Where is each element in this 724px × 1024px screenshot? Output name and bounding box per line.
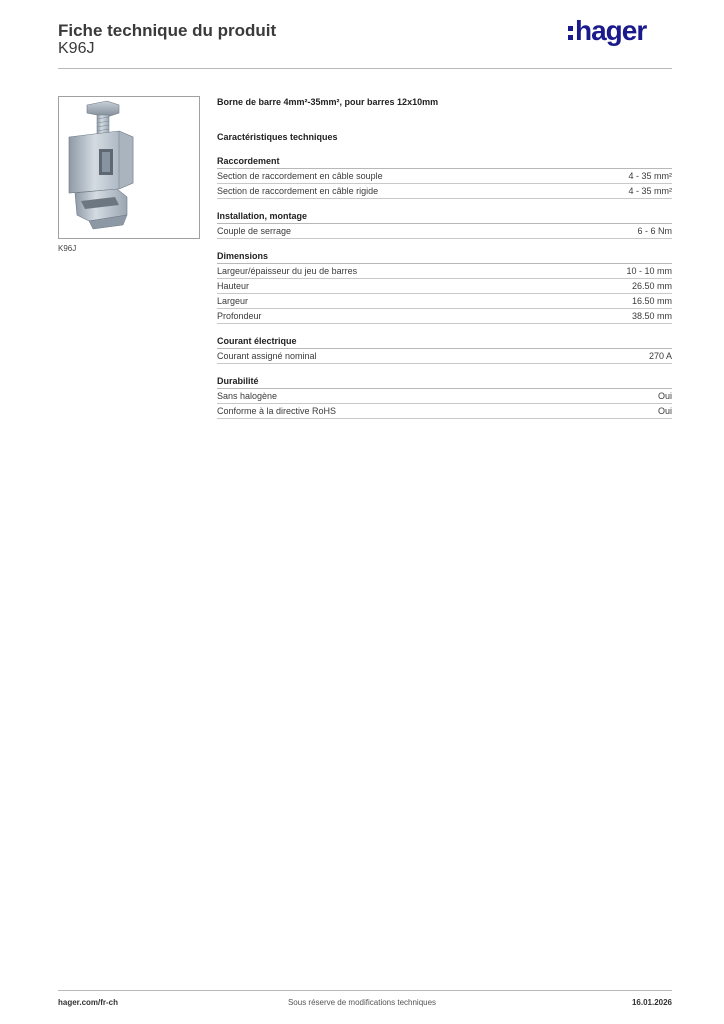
spec-row: [217, 279, 672, 294]
spec-label: Sans halogène: [217, 391, 278, 401]
spec-row: [217, 184, 672, 199]
spec-row: [217, 224, 672, 239]
logo-dots-icon: [568, 26, 573, 40]
section-title: Durabilité: [217, 375, 672, 389]
spec-value: 270 A: [648, 351, 672, 361]
page-title: Fiche technique du produit: [58, 21, 277, 40]
hager-logo: [568, 16, 646, 46]
footer-divider: [58, 990, 672, 991]
section-title: Courant électrique: [217, 335, 672, 349]
spec-row: [217, 294, 672, 309]
section-title: Dimensions: [217, 250, 672, 264]
section-title: Raccordement: [217, 155, 672, 169]
spec-row: [217, 404, 672, 419]
section-courant: [217, 335, 672, 364]
logo-text: hager: [575, 15, 647, 46]
spec-label: Profondeur: [217, 311, 262, 321]
spec-label: Largeur/épaisseur du jeu de barres: [217, 266, 358, 276]
spec-label: Section de raccordement en câble rigide: [217, 186, 379, 196]
section-durabilite: [217, 375, 672, 419]
spec-value: 4 - 35 mm²: [628, 171, 672, 181]
spec-label: Couple de serrage: [217, 226, 292, 236]
busbar-terminal-icon: [59, 97, 199, 238]
section-installation: [217, 210, 672, 239]
spec-value: 10 - 10 mm: [626, 266, 672, 276]
footer-notice: Sous réserve de modifications techniques: [287, 998, 437, 1007]
header-divider: [58, 68, 672, 69]
spec-value: 6 - 6 Nm: [637, 226, 672, 236]
product-code: K96J: [58, 40, 95, 57]
spec-row: [217, 309, 672, 324]
spec-row: [217, 169, 672, 184]
spec-label: Largeur: [217, 296, 249, 306]
spec-value: 4 - 35 mm²: [628, 186, 672, 196]
product-description: Borne de barre 4mm²-35mm², pour barres 12x10mm: [217, 97, 439, 107]
spec-row: [217, 264, 672, 279]
spec-label: Courant assigné nominal: [217, 351, 317, 361]
spec-content: [217, 95, 672, 419]
section-dimensions: [217, 250, 672, 324]
spec-value: Oui: [657, 391, 672, 401]
image-caption: K96J: [58, 244, 77, 253]
spec-label: Hauteur: [217, 281, 250, 291]
spec-label: Conforme à la directive RoHS: [217, 406, 337, 416]
footer-date: 16.01.2026: [631, 998, 672, 1007]
product-image: [58, 96, 200, 239]
spec-label: Section de raccordement en câble souple: [217, 171, 383, 181]
spec-value: Oui: [657, 406, 672, 416]
spec-value: 38.50 mm: [631, 311, 672, 321]
footer-website-link[interactable]: hager.com/fr-ch: [58, 998, 119, 1007]
section-raccordement: [217, 155, 672, 199]
spec-value: 16.50 mm: [631, 296, 672, 306]
spec-value: 26.50 mm: [631, 281, 672, 291]
characteristics-title: Caractéristiques techniques: [217, 132, 338, 142]
spec-row: [217, 349, 672, 364]
spec-row: [217, 389, 672, 404]
section-title: Installation, montage: [217, 210, 672, 224]
